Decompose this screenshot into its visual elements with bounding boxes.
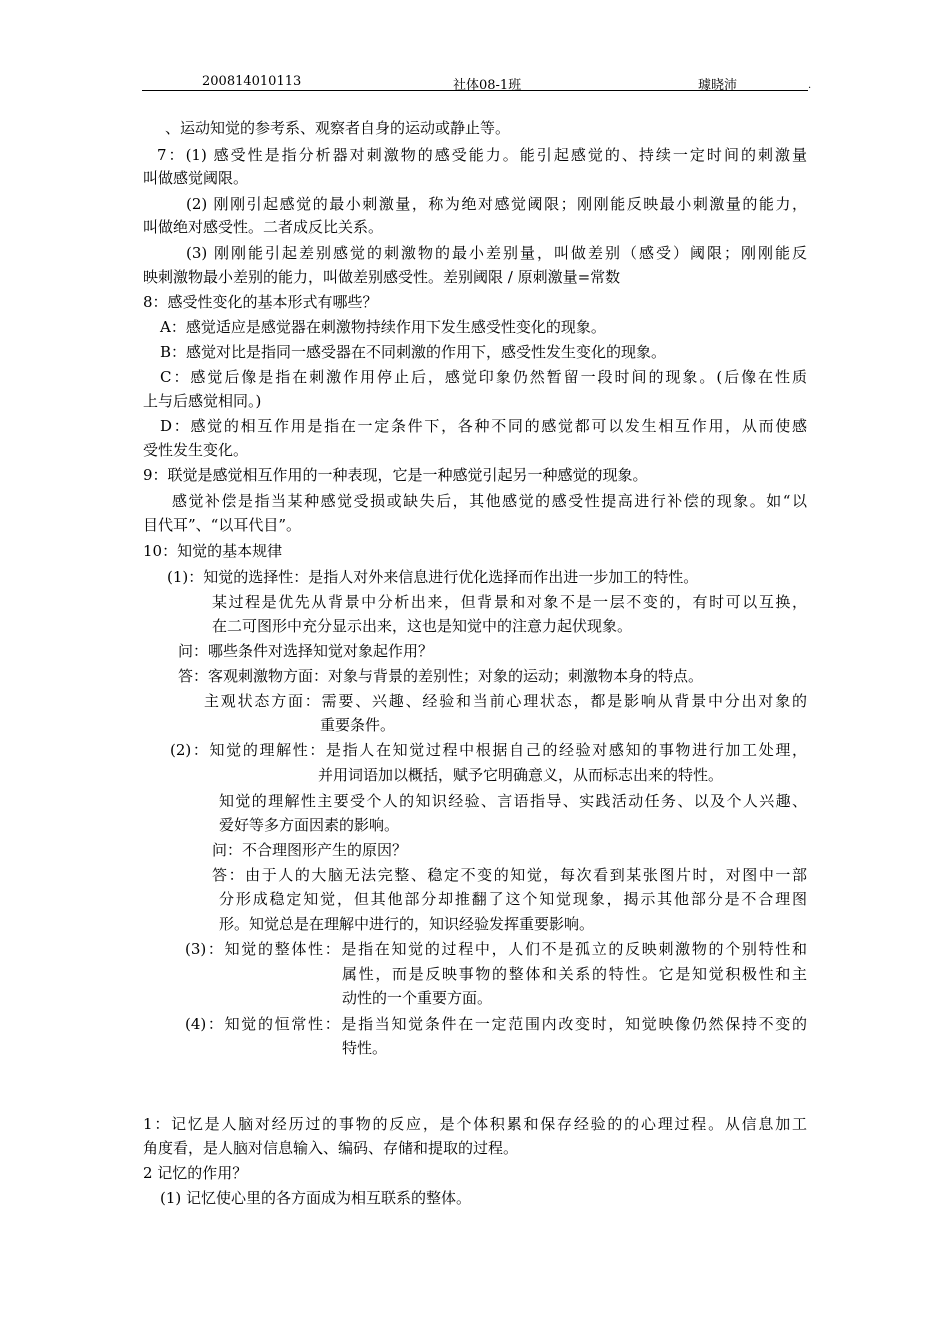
text-line: 叫做绝对感受性。二者成反比关系。 xyxy=(143,218,384,236)
text-line: 角度看，是人脑对信息输入、编码、存储和提取的过程。 xyxy=(143,1139,519,1157)
text-line: C：感觉后像是指在刺激作用停止后，感觉印象仍然暂留一段时间的现象。(后像在性质 xyxy=(160,368,807,386)
text-line: 属性，而是反映事物的整体和关系的特性。它是知觉积极性和主 xyxy=(342,965,807,983)
text-line: 问：不合理图形产生的原因？ xyxy=(212,841,408,859)
section-heading: 2 记忆的作用？ xyxy=(143,1164,248,1182)
text-line: (1) 记忆使心里的各方面成为相互联系的整体。 xyxy=(160,1189,472,1207)
text-line: 受性发生变化。 xyxy=(143,441,249,459)
text-line: (2) 刚刚引起感觉的最小刺激量，称为绝对感觉阈限；刚刚能反映最小刺激量的能力， xyxy=(186,195,807,213)
text-line: 在二可图形中充分显示出来，这也是知觉中的注意力起伏现象。 xyxy=(212,617,633,635)
text-line: D：感觉的相互作用是指在一定条件下，各种不同的感觉都可以发生相互作用，从而使感 xyxy=(160,417,807,435)
text-line: (2)：知觉的理解性：是指人在知觉过程中根据自己的经验对感知的事物进行加工处理， xyxy=(170,741,807,759)
text-line: 映刺激物最小差别的能力，叫做差别感受性。差别阈限 / 原刺激量=常数 xyxy=(143,268,621,286)
text-line: 特性。 xyxy=(342,1039,388,1057)
text-line: 上与后感觉相同。) xyxy=(143,392,262,410)
text-line: 问：哪些条件对选择知觉对象起作用？ xyxy=(178,642,434,660)
text-line: 1：记忆是人脑对经历过的事物的反应，是个体积累和保存经验的的心理过程。从信息加工 xyxy=(143,1115,807,1133)
text-line: 答：由于人的大脑无法完整、稳定不变的知觉，每次看到某张图片时，对图中一部 xyxy=(212,866,807,884)
text-line: 7：(1) 感受性是指分析器对刺激物的感受能力。能引起感觉的、持续一定时间的刺激量 xyxy=(157,146,807,164)
text-line: (4)：知觉的恒常性：是指当知觉条件在一定范围内改变时，知觉映像仍然保持不变的 xyxy=(185,1015,807,1033)
text-line: 分形成稳定知觉，但其他部分却推翻了这个知觉现象，揭示其他部分是不合理图 xyxy=(219,890,807,908)
text-line: 答：客观刺激物方面：对象与背景的差别性；对象的运动；刺激物本身的特点。 xyxy=(178,667,704,685)
header-mark: . xyxy=(808,80,812,91)
text-line: 形。知觉总是在理解中进行的，知识经验发挥重要影响。 xyxy=(219,915,595,933)
text-line: 主观状态方面：需要、兴趣、经验和当前心理状态，都是影响从背景中分出对象的 xyxy=(204,692,807,710)
text-line: 9：联觉是感觉相互作用的一种表现，它是一种感觉引起另一种感觉的现象。 xyxy=(143,466,648,484)
text-line: B：感觉对比是指同一感受器在不同刺激的作用下，感受性发生变化的现象。 xyxy=(160,343,667,361)
text-line: 爱好等多方面因素的影响。 xyxy=(219,816,400,834)
section-heading: 10：知觉的基本规律 xyxy=(143,542,283,560)
text-line: (3)：知觉的整体性：是指在知觉的过程中，人们不是孤立的反映刺激物的个别特性和 xyxy=(185,940,807,958)
student-id: 200814010113 xyxy=(202,74,302,89)
text-line: 叫做感觉阈限。 xyxy=(143,169,249,187)
text-line: 并用词语加以概括，赋予它明确意义，从而标志出来的特性。 xyxy=(318,766,724,784)
page-header xyxy=(142,72,808,91)
text-line: 感觉补偿是指当某种感觉受损或缺失后，其他感觉的感受性提高进行补偿的现象。如“以 xyxy=(172,492,807,510)
text-line: 、运动知觉的参考系、观察者自身的运动或静止等。 xyxy=(165,119,511,137)
text-line: (1)：知觉的选择性：是指人对外来信息进行优化选择而作出进一步加工的特性。 xyxy=(167,568,699,586)
class-name: 社体08-1班 xyxy=(453,78,522,93)
text-line: 重要条件。 xyxy=(320,716,396,734)
section-heading: 8：感受性变化的基本形式有哪些？ xyxy=(143,293,378,311)
text-line: A：感觉适应是感觉器在刺激物持续作用下发生感受性变化的现象。 xyxy=(160,318,606,336)
author-name: 璩晓沛 xyxy=(698,78,738,93)
text-line: 知觉的理解性主要受个人的知识经验、言语指导、实践活动任务、以及个人兴趣、 xyxy=(219,792,807,810)
text-line: 动性的一个重要方面。 xyxy=(342,989,493,1007)
text-line: (3) 刚刚能引起差别感觉的刺激物的最小差别量，叫做差别（感受）阈限；刚刚能反 xyxy=(186,244,807,262)
text-line: 目代耳”、“以耳代目”。 xyxy=(143,516,302,534)
text-line: 某过程是优先从背景中分析出来，但背景和对象不是一层不变的，有时可以互换， xyxy=(212,593,807,611)
